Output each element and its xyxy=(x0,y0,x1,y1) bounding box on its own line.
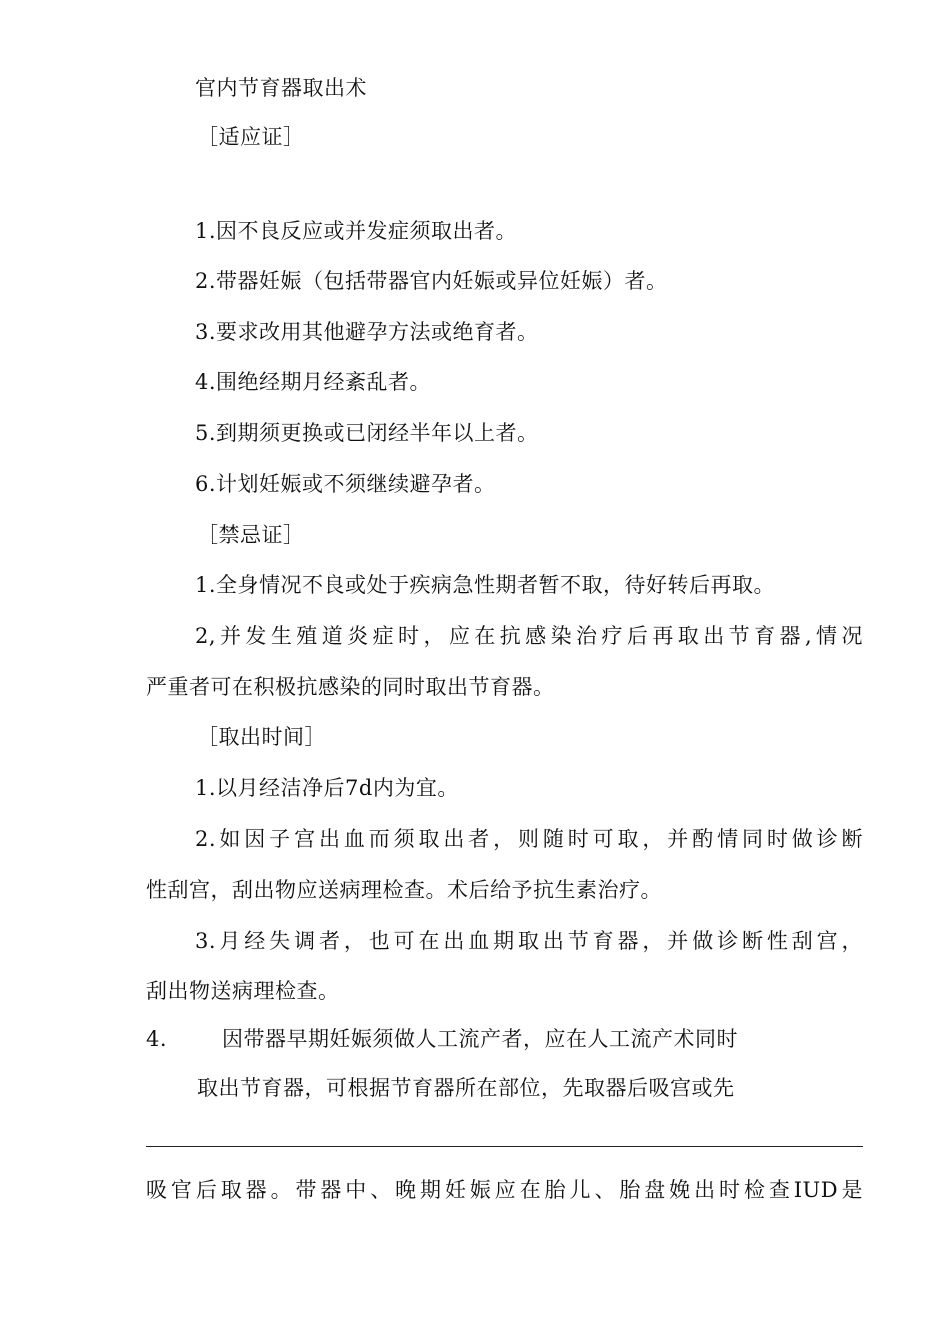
page-divider xyxy=(146,1146,863,1147)
indication-item: 5.到期须更换或已闭经半年以上者。 xyxy=(195,421,539,445)
contraindication-item: 2,并发生殖道炎症时，应在抗感染治疗后再取出节育器,情况 xyxy=(195,624,863,648)
removal-time-item: 2.如因子宫出血而须取出者，则随时可取，并酌情同时做诊断 xyxy=(195,827,863,851)
removal-time-item-4-text: 因带器早期妊娠须做人工流产者，应在人工流产术同时 xyxy=(222,1027,738,1051)
indication-item: 6.计划妊娠或不须继续避孕者。 xyxy=(195,472,496,496)
contraindication-item: 1.全身情况不良或处于疾病急性期者暂不取，待好转后再取。 xyxy=(195,573,776,597)
removal-time-item: 3.月经失调者，也可在出血期取出节育器，并做诊断性刮宫， xyxy=(195,929,863,953)
indication-item: 4.围绝经期月经紊乱者。 xyxy=(195,370,432,394)
removal-time-item-4-text-continued: 取出节育器，可根据节育器所在部位，先取器后吸宫或先 xyxy=(197,1076,735,1100)
removal-time-item-continued: 刮出物送病理检查。 xyxy=(146,979,340,1003)
section-heading-removal-time: ［取出时间］ xyxy=(197,725,326,749)
footer-text-line: 吸官后取器。带器中、晚期妊娠应在胎儿、胎盘娩出时检查IUD是 xyxy=(146,1178,863,1202)
indication-item: 2.带器妊娠（包括带器官内妊娠或异位妊娠）者。 xyxy=(195,269,668,293)
removal-time-item-4-number: 4. xyxy=(146,1027,168,1051)
indication-item: 1.因不良反应或并发症须取出者。 xyxy=(195,219,518,243)
section-heading-contraindications: ［禁忌证］ xyxy=(197,523,305,547)
section-heading-indications: ［适应证］ xyxy=(197,125,305,149)
document-title: 官内节育器取出术 xyxy=(195,76,367,100)
indication-item: 3.要求改用其他避孕方法或绝育者。 xyxy=(195,320,539,344)
removal-time-item-continued: 性刮宫，刮出物应送病理检查。术后给予抗生素治疗。 xyxy=(146,878,662,902)
contraindication-item-continued: 严重者可在积极抗感染的同时取出节育器。 xyxy=(146,675,555,699)
removal-time-item: 1.以月经洁净后7d内为宜。 xyxy=(195,776,459,800)
